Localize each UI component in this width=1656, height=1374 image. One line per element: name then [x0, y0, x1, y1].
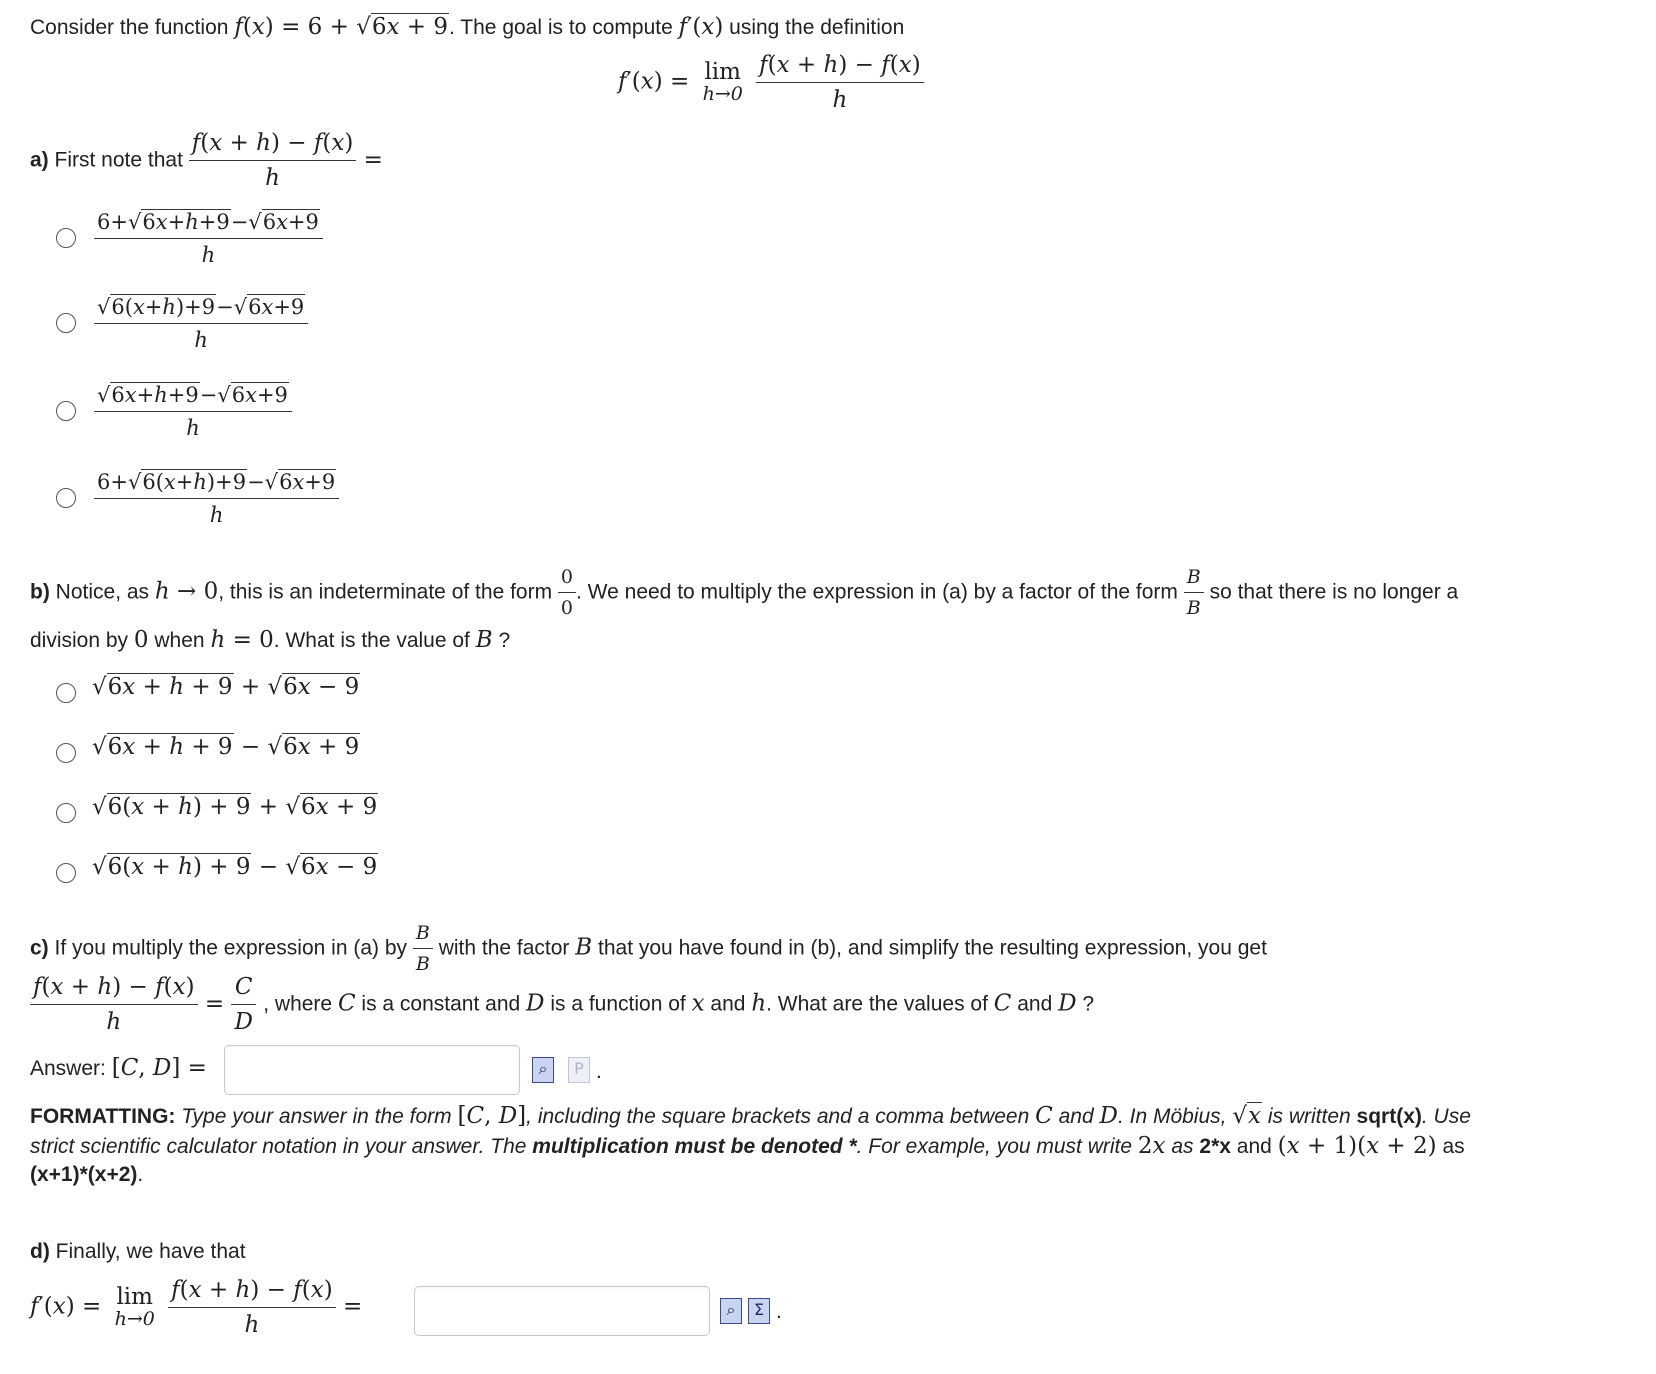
part-b-option-3: √6(x + h) + 9 + √6x + 9: [92, 794, 378, 820]
preview-icon[interactable]: ⌕: [720, 1298, 742, 1324]
part-b-option-1: √6x + h + 9 + √6x − 9: [92, 674, 360, 700]
period: .: [596, 1060, 602, 1083]
part-b-radio-3[interactable]: [56, 803, 76, 823]
part-c-prompt-line2: $\frac{f(x + h) - f(x)}{h}$ = $\frac{C}{D}$ , where C is a constant and D is a function of x and h. What are the values of C and D ?: [30, 974, 1094, 1035]
formatting-line3: (x+1)*(x+2).: [30, 1163, 144, 1186]
part-b-radio-4[interactable]: [56, 863, 76, 883]
part-c-answer-label: Answer: [C, D] =: [30, 1055, 207, 1081]
function-definition: f(x) = 6 + √6x + 9: [234, 14, 449, 40]
part-a-radio-2[interactable]: [56, 313, 76, 333]
equation-editor-icon[interactable]: Σ: [748, 1298, 770, 1324]
intro-line: Consider the function f(x) = 6 + √6x + 9. The goal is to compute f′(x) using the definition: [30, 14, 905, 40]
part-a-option-2: $\frac{√6(x+h)+9-√6x+9}{h}$: [94, 295, 308, 352]
formatting-line1: FORMATTING: Type your answer in the form [C, D], including the square brackets and a comma between C and D. In Möbius, √x is written sqrt(x). Use: [30, 1103, 1471, 1129]
part-b-prompt-line2: division by 0 when h = 0. What is the value of B ?: [30, 627, 511, 653]
part-d-prompt: d) Finally, we have that: [30, 1240, 246, 1263]
part-c-answer-input[interactable]: [224, 1045, 520, 1095]
part-a-option-4: $\frac{6+√6(x+h)+9-√6x+9}{h}$: [94, 470, 339, 527]
part-a-radio-3[interactable]: [56, 401, 76, 421]
part-a-prompt: a) First note that $\frac{f(x + h) - f(x)}{h}$ =: [30, 130, 383, 191]
preview-icon[interactable]: ⌕: [532, 1057, 554, 1083]
period: .: [776, 1300, 782, 1323]
part-a-radio-4[interactable]: [56, 488, 76, 508]
part-a-option-1: $\frac{6+√6x+h+9-√6x+9}{h}$: [94, 210, 323, 267]
part-c-prompt-line1: c) If you multiply the expression in (a) by $\frac{B}{B}$ with the factor B that you have found in (b), and simplify the resulting expression, you get: [30, 922, 1267, 975]
part-d-answer-input[interactable]: [414, 1286, 710, 1336]
derivative-definition: f′(x) = lim h→0 $\frac{f(x + h) - f(x)}{h}$: [618, 52, 924, 113]
part-d-equation: f′(x) = lim h→0 $\frac{f(x + h) - f(x)}{h}$ =: [30, 1277, 363, 1338]
formatting-line2: strict scientific calculator notation in your answer. The multiplication must be denoted *. For example, you must write 2x as 2*x and (x + 1)(x + 2) as: [30, 1133, 1465, 1159]
part-b-radio-2[interactable]: [56, 743, 76, 763]
syntax-icon: P: [568, 1057, 590, 1083]
part-a-radio-1[interactable]: [56, 228, 76, 248]
part-b-prompt-line1: b) Notice, as h → 0, this is an indeterminate of the form $\frac{0}{0}$ . We need to multiply the expression in (a) by a factor of the form $\frac{B}{B}$ so that there is no longer a: [30, 566, 1459, 619]
part-b-radio-1[interactable]: [56, 683, 76, 703]
part-b-option-4: √6(x + h) + 9 − √6x − 9: [92, 854, 378, 880]
part-b-option-2: √6x + h + 9 − √6x + 9: [92, 734, 360, 760]
part-a-option-3: $\frac{√6x+h+9-√6x+9}{h}$: [94, 383, 292, 440]
